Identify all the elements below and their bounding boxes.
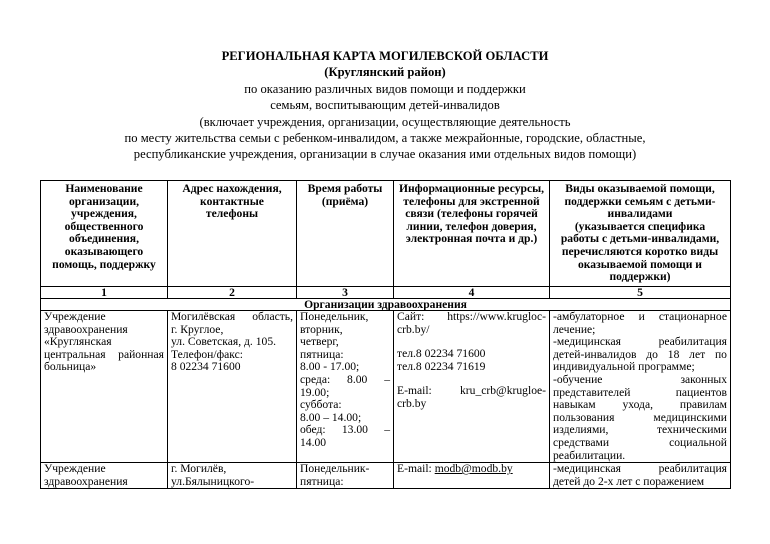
col-address-header: Адрес нахождения, контактные телефоны bbox=[168, 181, 297, 287]
document-header bbox=[0, 48, 770, 163]
address-cell: г. Могилёв, ул.Бялыницкого- bbox=[168, 463, 297, 489]
phone-number: тел.8 02234 71619 bbox=[397, 359, 486, 373]
subtitle-line: семьям, воспитывающим детей-инвалидов bbox=[270, 98, 500, 113]
section-row bbox=[41, 299, 731, 311]
info-resources-cell: Сайт: https://www.krugloc- crb.by/ тел.8 02234 71600 тел.8 02234 71619 E-mail: kru_crb@krugloe- crb.by bbox=[394, 311, 550, 463]
email-link[interactable]: modb@modb.by bbox=[434, 462, 513, 476]
address-cell: Могилёвская область, г. Круглое, ул. Советская, д. 105. Телефон/факс: 8 02234 71600 bbox=[168, 311, 297, 463]
column-number: 3 bbox=[297, 287, 394, 299]
section-title: Организации здравоохранения bbox=[41, 299, 731, 311]
regional-map-table bbox=[40, 180, 731, 489]
services-cell: -медицинская реабилитация детей до 2-х лет с поражением bbox=[550, 463, 731, 489]
subtitle-line: (включает учреждения, организации, осуществляющие деятельность bbox=[199, 114, 571, 129]
column-number: 5 bbox=[550, 287, 731, 299]
column-number: 1 bbox=[41, 287, 168, 299]
website-link[interactable]: https://www.krugloc- bbox=[447, 310, 546, 323]
subtitle-line: по оказанию различных видов помощи и поддержки bbox=[244, 81, 526, 96]
phone-number: тел.8 02234 71600 bbox=[397, 347, 486, 361]
email-link[interactable]: kru_crb@krugloe- bbox=[459, 384, 546, 398]
col-services-header: Виды оказываемой помощи, поддержки семьям с детьми- инвалидами (указывается специфика работы с детьми-инвалидами, перечисляются коротко виды оказываемой помощи и поддержки) bbox=[550, 181, 731, 287]
hours-cell: Понедельник, вторник, четверг, пятница: 8.00 - 17.00; среда: 8.00 – 19.00; суббота: 8.00 – 14.00; обед: 13.00 – 14.00 bbox=[297, 311, 394, 463]
district-name: (Круглянский район) bbox=[324, 65, 446, 80]
col-info-header: Информационные ресурсы, телефоны для экстренной связи (телефоны горячей линии, телефон доверия, электронная почта и др.) bbox=[394, 181, 550, 287]
organization-name-cell: Учреждение здравоохранения «Круглянская центральная районная больница» bbox=[41, 311, 168, 463]
services-cell: -амбулаторное и стационарное лечение; -медицинская реабилитация детей-инвалидов до 18 лет по индивидуальной программе; -обучение законных представителей пациентов навыкам ухода, правилам пользования медицинскими изделиями, техническими средствами социальной реабилитации. bbox=[550, 311, 731, 463]
organization-name-cell: Учреждение здравоохранения bbox=[41, 463, 168, 489]
col-hours-header: Время работы (приёма) bbox=[297, 181, 394, 287]
column-number: 4 bbox=[394, 287, 550, 299]
column-number: 2 bbox=[168, 287, 297, 299]
info-resources-cell: E-mail: modb@modb.by bbox=[394, 463, 550, 489]
table-row bbox=[41, 463, 731, 489]
table-header-row bbox=[41, 181, 731, 287]
document-title: РЕГИОНАЛЬНАЯ КАРТА МОГИЛЕВСКОЙ ОБЛАСТИ bbox=[221, 49, 549, 63]
subtitle-line: по месту жительства семьи с ребенком-инвалидом, а также межрайонные, городские, областные, bbox=[124, 131, 646, 146]
hours-cell: Понедельник- пятница: bbox=[297, 463, 394, 489]
subtitle-line: республиканские учреждения, организации в случае оказания ими отдельных видов помощи) bbox=[133, 147, 637, 162]
col-organization-header: Наименование организации, учреждения, общественного объединения, оказывающего помощь, поддержку bbox=[41, 181, 168, 287]
column-numbers-row bbox=[41, 287, 731, 299]
table-row bbox=[41, 311, 731, 463]
